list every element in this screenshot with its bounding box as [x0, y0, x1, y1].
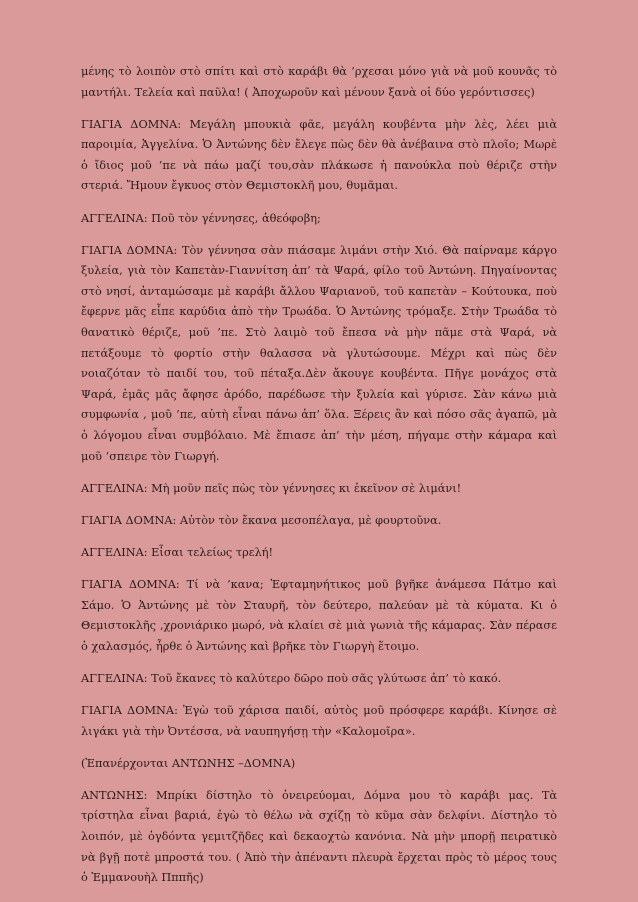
- paragraph-9: ΑΓΓΕΛΙΝΑ: Τοῦ ἔκανες τὸ καλύτερο δῶρο ποὺ σᾶς γλύτωσε ἀπ’ τὸ κακό.: [81, 671, 502, 685]
- paragraph-8: ΓΙΑΓΙΑ ΔΟΜΝΑ: Τί νὰ ’κανα; Ἑφταμηνήτικος μοῦ βγῆκε ἀνάμεσα Πάτμο καὶ Σάμο. Ὁ Ἀντώνης μὲ τὸν Σταυρῆ, τὸν δεύτερο, παλεύαν μὲ τὰ κύματα. Κι ὁ Θεμιστοκλῆς ,χρονιάρικο μωρό, νὰ κλαίει σὲ μιὰ γωνιὰ τῆς κάμαρας. Σὰν πέρασε ὁ χαλασμός, ἦρθε ὁ Ἀντώνης καὶ βρῆκε τὸν Γιωργὴ ἕτοιμο.: [81, 577, 557, 653]
- paragraph-11: (Ἐπανέρχονται ΑΝΤΩΝΗΣ –ΔΟΜΝΑ): [81, 756, 296, 770]
- paragraph-7: ΑΓΓΕΛΙΝΑ: Εἶσαι τελείως τρελή!: [81, 545, 274, 559]
- paragraph-2: ΓΙΑΓΙΑ ΔΟΜΝΑ: Μεγάλη μπουκιὰ φᾶε, μεγάλη κουβέντα μὴν λὲς, λέει μιὰ παροιμία, Ἀγγελίνα. Ὁ Ἀντώνης δὲν ἔλεγε πὼς δὲν θὰ ἀνέβαινα στὸ πλοῖο; Μωρὲ ὁ ἴδιος μοῦ ’πε νὰ πάω μαζί του,σὰν πλάκωσε ἡ πανούκλα ποὺ θέριζε στὴν στεριά. Ἤμουν ἔγκυος στὸν Θεμιστοκλῆ μου, θυμᾶμαι.: [81, 117, 557, 193]
- paragraph-5: ΑΓΓΕΛΙΝΑ: Μὴ μοῦν πεῖς πὼς τὸν γέννησες κι ἐκεῖνον σὲ λιμάνι!: [81, 481, 462, 495]
- paragraph-3: ΑΓΓΕΛΙΝΑ: Ποῦ τὸν γέννησες, ἀθεόφοβη;: [81, 211, 321, 225]
- paragraph-1: μένης τὸ λοιπὸν στὸ σπίτι καὶ στὸ καράβι θὰ ’ρχεσαι μόνο γιὰ νὰ μοῦ κουνᾶς τὸ μαντήλι. Τελεία καὶ παῦλα! ( Ἀποχωροῦν καὶ μένουν ξανὰ οἱ δύο γερόντισσες): [81, 65, 557, 99]
- paragraph-12: ΑΝΤΩΝΗΣ: Μπρίκι δίστηλο τὸ ὀνειρεύομαι, Δόμνα μου τὸ καράβι μας. Τὰ τρίστηλα εἶναι βαριά, ἐγὼ τὸ θέλω νὰ σχίζῃ τὸ κῦμα σὰν δελφίνι. Δίστηλο τὸ λοιπόν, μὲ ὀγδόντα γεμιτζῆδες καὶ δεκαοχτὼ κανόνια. Νὰ μὴν μπορῇ πειρατικὸ νὰ βγῇ ποτὲ μπροστά του. ( Ἀπὸ τὴν ἀπέναντι πλευρὰ ἔρχεται πρὸς τὸ μέρος τους ὁ Ἐμμανουὴλ Πππῆς): [81, 788, 557, 885]
- paragraph-6: ΓΙΑΓΙΑ ΔΟΜΝΑ: Αὐτὸν τὸν ἔκανα μεσοπέλαγα, μὲ φουρτοῦνα.: [81, 513, 442, 527]
- paragraph-4: ΓΙΑΓΙΑ ΔΟΜΝΑ: Τὸν γέννησα σὰν πιάσαμε λιμάνι στὴν Χιό. Θὰ παίρναμε κάργο ξυλεία, γιὰ τὸν Καπετὰν-Γιαννίτση ἀπ’ τὰ Ψαρά, φίλο τοῦ Ἀντώνη. Πηγαίνοντας στὸ νησί, ἀνταμώσαμε μὲ καράβι ἄλλου Ψαριανοῦ, τοῦ καπετὰν – Κούτουκα, ποὺ ἔφερνε μᾶς εἶπε καρύδια ἀπὸ τὴν Τρωάδα. Ὁ Ἀντώνης τρόμαξε. Στὴν Τρωάδα τὸ θανατικὸ θέριζε, μοῦ ’πε. Στὸ λαιμὸ τοῦ ἔπεσα νὰ μὴν πᾶμε στὰ Ψαρά, νὰ πετάξουμε τὸ φορτίο στὴν θαλασσα νὰ γλυτώσουμε. Μέχρι καὶ πὼς δὲν νοιαζόταν τὸ παιδί του, τοῦ πέταξα.Δὲν ἄκουγε κουβέντα. Πῆγε μονάχος στὰ Ψαρά, ἐμᾶς μᾶς ἄφησε ἀρόδο, παρέδωσε τὴν ξυλεία καὶ γύρισε. Σὰν κάνω μιὰ συμφωνία , μοῦ ’πε, αὐτὴ εἶναι πάνω ἀπ’ ὅλα. Ξέρεις ἂν καὶ πόσο σᾶς ἀγαπῶ, μὰ ὁ λόγομου εἶναι συμβόλαιο. Μὲ ἔπιασε ἀπ’ τὴν μέση, πήγαμε στὴν κάμαρα καὶ μοῦ ’σπειρε τὸν Γιωργή.: [81, 243, 557, 463]
- paragraph-10: ΓΙΑΓΙΑ ΔΟΜΝΑ: Ἐγὼ τοῦ χάρισα παιδί, αὐτὸς μοῦ πρόσφερε καράβι. Κίνησε σὲ λιγάκι γιὰ τὴν Ὀντέσσα, νὰ ναυπηγήσῃ τὴν «Καλομοῖρα».: [81, 703, 557, 738]
- document-page: [81, 62, 557, 900]
